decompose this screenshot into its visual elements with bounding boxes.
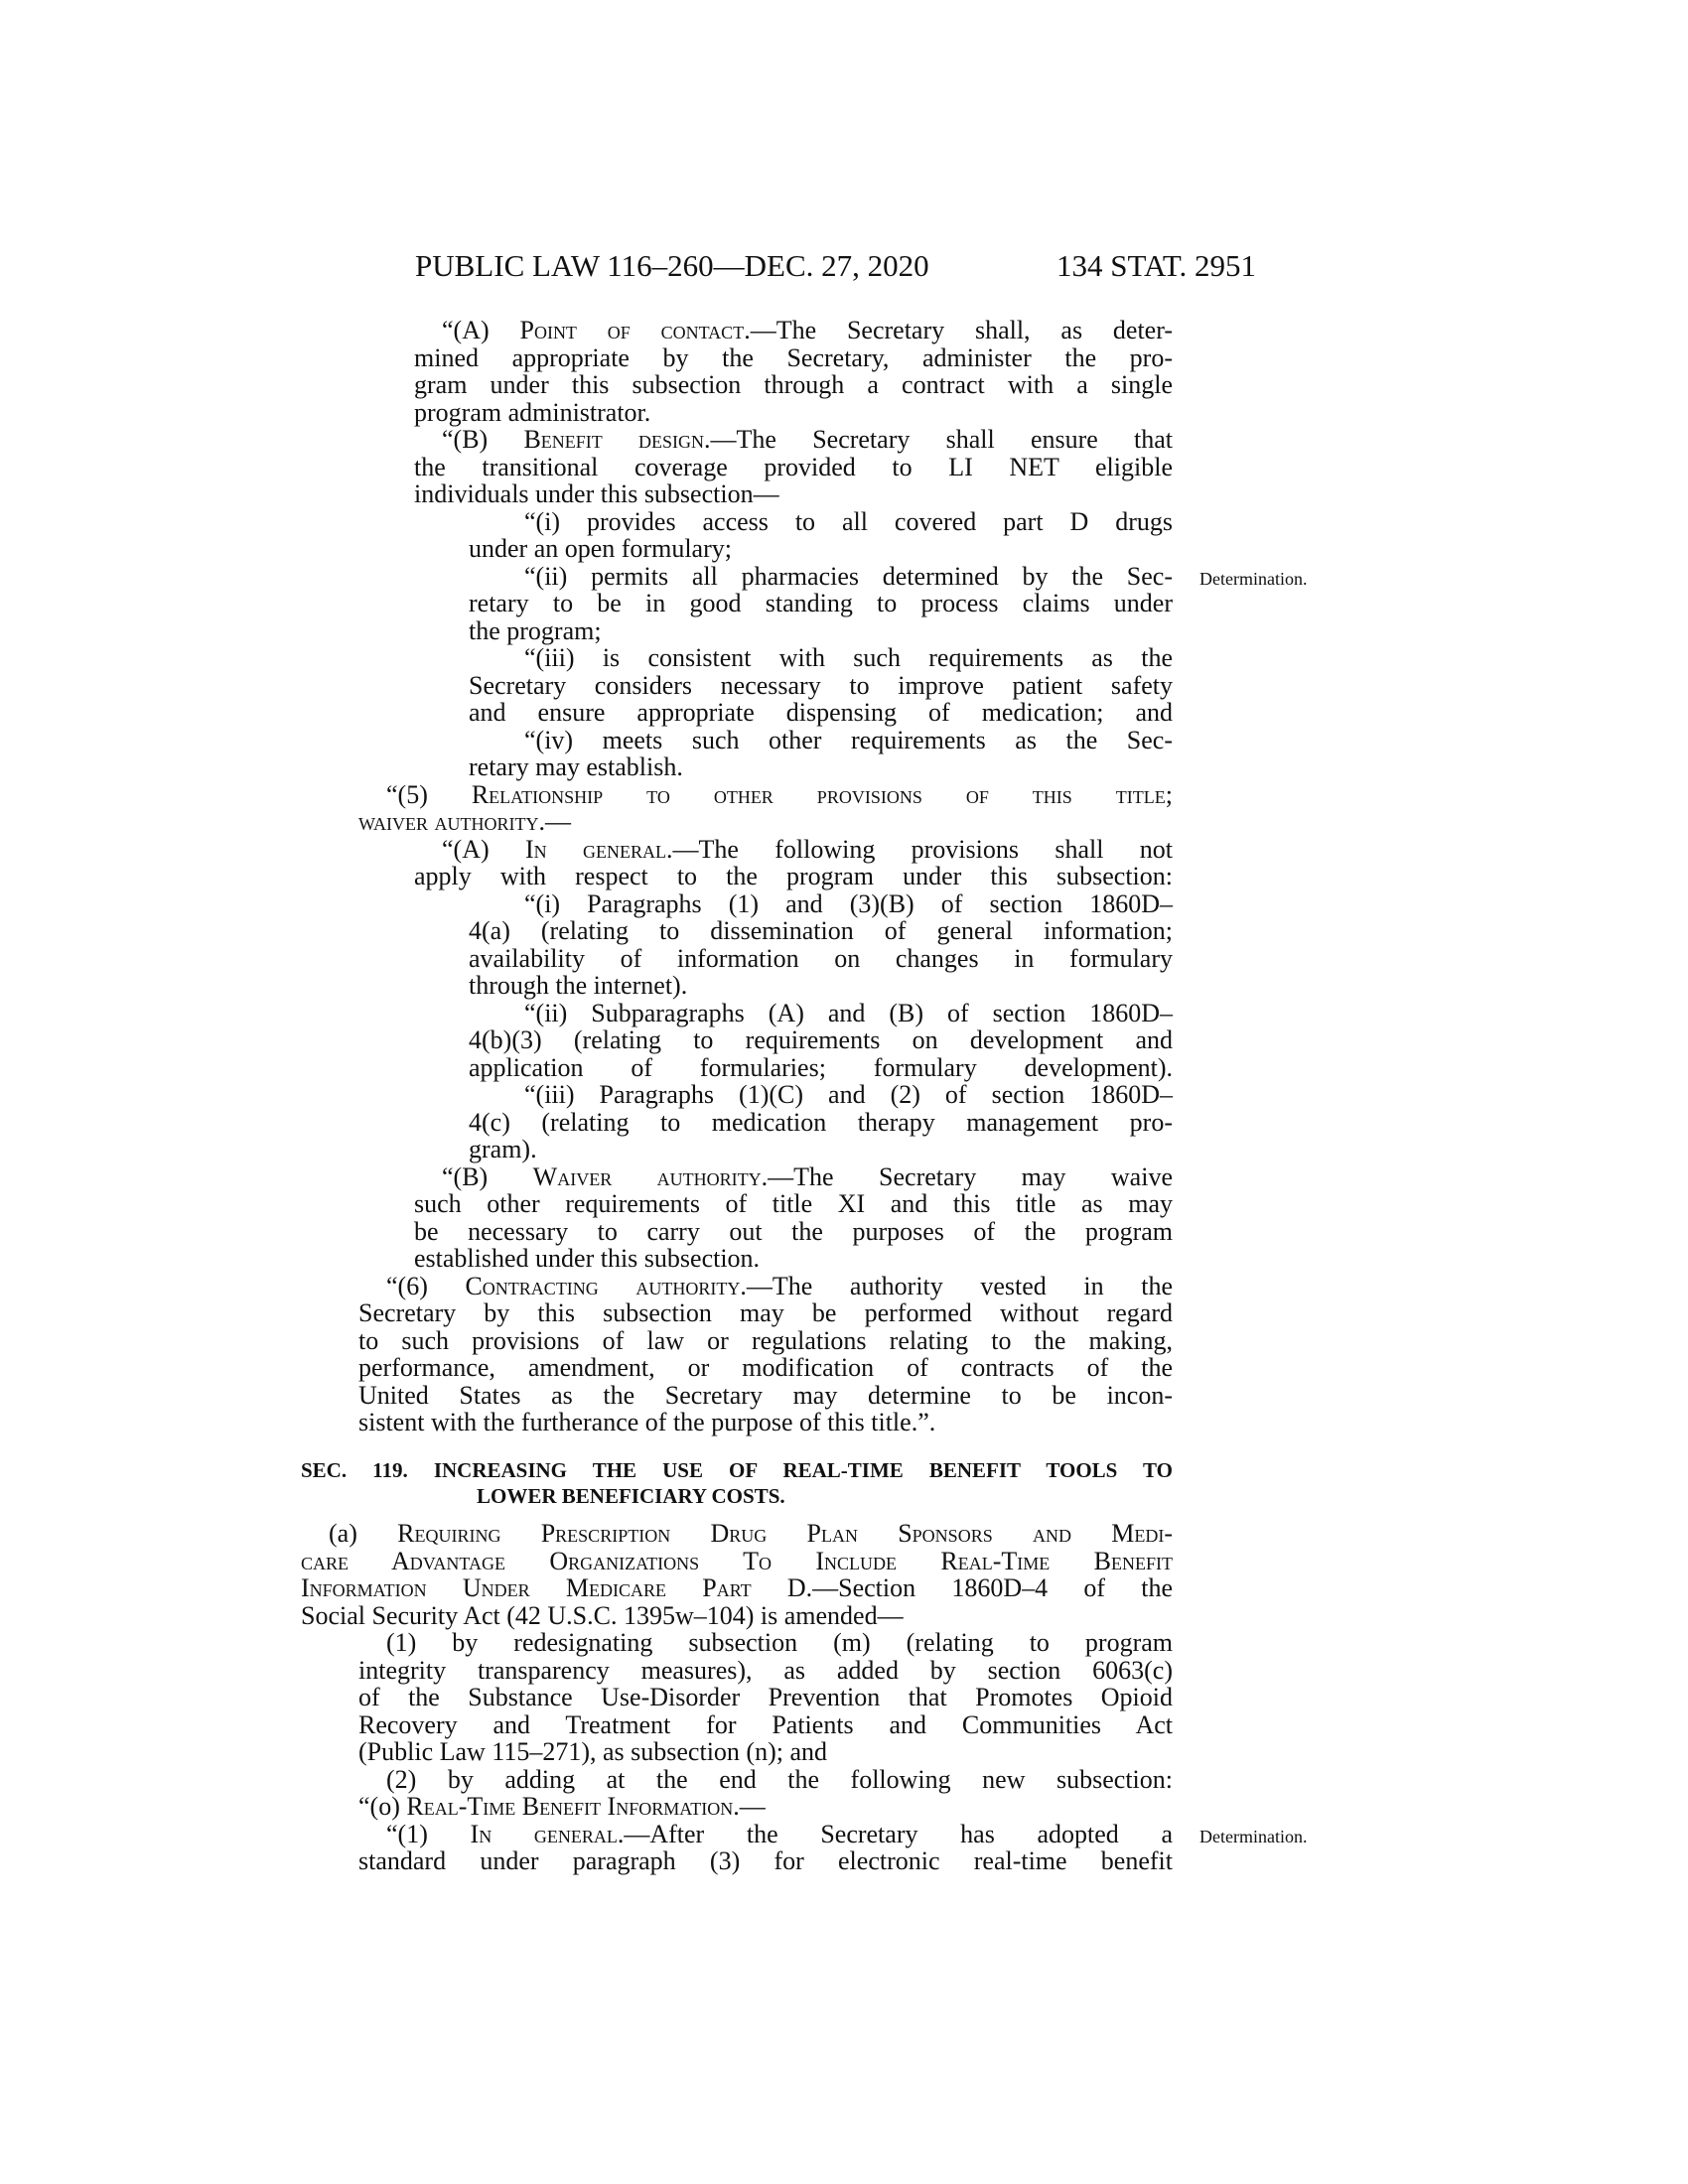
section-heading [301, 1457, 1173, 1509]
text-line [358, 1738, 1173, 1766]
line-text: be necessary to carry out the purposes of the program [414, 1216, 1173, 1246]
small-caps-heading: Waiver authority [532, 1161, 762, 1191]
line-text: apply with respect to the program under this subsection: [414, 862, 1173, 890]
small-caps-heading: Benefit design [523, 425, 705, 454]
small-caps-heading: Contracting authority [465, 1271, 741, 1300]
text-line [524, 1081, 1173, 1109]
text-line [524, 563, 1173, 591]
line-text: integrity transparency measures), as added by section 6063(c) [358, 1655, 1173, 1685]
line-text: 4(b)(3) (relating to requirements on development and [469, 1025, 1173, 1054]
line-text: 4(c) (relating to medication therapy management pro- [469, 1107, 1173, 1137]
line-text: application of formularies; formulary development). [469, 1052, 1173, 1082]
text-line [358, 1327, 1173, 1355]
running-header-title: PUBLIC LAW 116–260—DEC. 27, 2020 [415, 248, 929, 283]
small-caps-heading: Information Under Medicare Part D [301, 1573, 806, 1602]
text-line [524, 727, 1173, 754]
text-line [469, 672, 1173, 700]
text-line [414, 863, 1173, 890]
line-text: “(A) [442, 316, 520, 344]
text-line [301, 1574, 1173, 1602]
text-line [469, 590, 1173, 617]
line-text: retary to be in good standing to process claims under [469, 589, 1173, 617]
text-line [414, 399, 1173, 427]
text-line [442, 317, 1173, 344]
text-line [358, 1847, 1173, 1875]
line-text: performance, amendment, or modification of contracts of the [358, 1353, 1173, 1382]
line-text: .—The Secretary may waive [761, 1161, 1173, 1191]
line-text: Secretary considers necessary to improve patient safety [469, 670, 1173, 700]
text-line [414, 344, 1173, 372]
line-text: “(i) Paragraphs (1) and (3)(B) of section 1860D– [524, 888, 1173, 918]
line-text: “(o) [358, 1792, 407, 1821]
line-text: (1) by redesignating subsection (m) (relating to program [386, 1628, 1173, 1657]
text-line [414, 371, 1173, 399]
text-line [469, 1109, 1173, 1137]
line-text: and ensure appropriate dispensing of medication; and [469, 698, 1173, 727]
text-line [329, 1520, 1173, 1548]
text-line [469, 1026, 1173, 1054]
line-text: Secretary by this subsection may be performed without regard [358, 1298, 1173, 1327]
text-line [469, 1054, 1173, 1082]
line-text: “(ii) permits all pharmacies determined by the Sec- [524, 561, 1173, 591]
line-text: “(iii) Paragraphs (1)(C) and (2) of section 1860D– [524, 1080, 1173, 1109]
line-text: “(ii) Subparagraphs (A) and (B) of section 1860D– [524, 998, 1173, 1027]
text-line [386, 1766, 1173, 1794]
text-line [358, 808, 1173, 836]
line-text: “(iii) is consistent with such requirements as the [524, 643, 1173, 672]
small-caps-heading: Real-Time Benefit Information [406, 1792, 734, 1821]
text-line [524, 1000, 1173, 1027]
text-line [414, 480, 1173, 508]
line-text: .—The Secretary shall, as deter- [744, 316, 1173, 344]
line-text: through the internet). [469, 971, 688, 1000]
text-line [469, 972, 1173, 1000]
text-line [358, 1409, 1173, 1436]
text-line [469, 945, 1173, 973]
line-text: .—After the Secretary has adopted a [617, 1819, 1173, 1848]
small-caps-heading: Relationship to other provisions of this title; [471, 779, 1173, 809]
line-text: program administrator. [414, 397, 651, 427]
line-text: .—The Secretary shall ensure that [704, 425, 1174, 454]
line-text: .—The following provisions shall not [665, 834, 1173, 864]
margin-note: Determination. [1199, 1826, 1308, 1846]
line-text: “(5) [386, 779, 472, 809]
text-line [469, 535, 1173, 563]
text-line [414, 1218, 1173, 1246]
line-text: .—Section 1860D–4 of the [805, 1573, 1173, 1602]
text-line [301, 1602, 1173, 1630]
line-text: .— [538, 807, 571, 836]
small-caps-heading: In general [470, 1819, 618, 1848]
line-text: (Public Law 115–271), as subsection (n); and [358, 1737, 827, 1766]
line-text: “(B) [442, 425, 524, 454]
small-caps-heading: In general [524, 834, 666, 864]
line-text: “(iv) meets such other requirements as the Sec- [524, 725, 1173, 754]
line-text: established under this subsection. [414, 1244, 761, 1273]
text-line [386, 1629, 1173, 1657]
line-text: Social Security Act (42 U.S.C. 1395w–104) is amended— [301, 1600, 904, 1630]
line-text: .— [733, 1792, 766, 1821]
line-text: sistent with the furtherance of the purpose of this title.”. [358, 1408, 936, 1436]
text-line [301, 1548, 1173, 1575]
text-line [469, 699, 1173, 727]
line-text: Recovery and Treatment for Patients and Communities Act [358, 1709, 1173, 1739]
line-text: the transitional coverage provided to LI NET eligible [414, 452, 1173, 481]
line-text: “(i) provides access to all covered part D drugs [524, 506, 1173, 536]
line-text: retary may establish. [469, 752, 683, 781]
text-line [414, 1245, 1173, 1273]
text-line [414, 1190, 1173, 1218]
text-line [358, 1657, 1173, 1685]
text-line [358, 1354, 1173, 1382]
text-line [469, 753, 1173, 781]
text-line [386, 1273, 1173, 1300]
text-line [469, 917, 1173, 945]
line-text: 4(a) (relating to dissemination of general information; [469, 916, 1173, 945]
text-line [358, 1299, 1173, 1327]
section-heading-line2: LOWER BENEFICIARY COSTS. [477, 1484, 785, 1508]
small-caps-heading: care Advantage Organizations To Include Real-Time Benefit [301, 1546, 1173, 1575]
line-text: under an open formulary; [469, 534, 732, 563]
section-heading-line1: SEC. 119. INCREASING THE USE OF REAL-TIME BENEFIT TOOLS TO [301, 1458, 1173, 1482]
text-line [442, 1163, 1173, 1191]
text-line [358, 1711, 1173, 1739]
line-text: (2) by adding at the end the following new subsection: [386, 1764, 1173, 1794]
text-line [524, 508, 1173, 536]
small-caps-heading: Point of contact [519, 316, 745, 344]
line-text: “(6) [386, 1271, 466, 1300]
line-text: “(1) [386, 1819, 471, 1848]
line-text: standard under paragraph (3) for electronic real-time benefit [358, 1846, 1173, 1875]
page-number: 134 STAT. 2951 [1056, 248, 1257, 283]
text-line [469, 1136, 1173, 1163]
margin-note: Determination. [1199, 568, 1308, 589]
text-line [414, 454, 1173, 481]
line-text: such other requirements of title XI and this title as may [414, 1189, 1173, 1218]
line-text: gram). [469, 1135, 537, 1163]
line-text: gram under this subsection through a contract with a single [414, 370, 1173, 399]
text-line [442, 836, 1173, 864]
line-text: “(A) [442, 834, 525, 864]
text-line [442, 426, 1173, 454]
line-text: individuals under this subsection— [414, 479, 779, 508]
text-line [358, 1684, 1173, 1711]
small-caps-heading: Requiring Prescription Drug Plan Sponsors and Medi- [397, 1519, 1173, 1548]
line-text: the program; [469, 615, 602, 645]
text-line [358, 1382, 1173, 1410]
line-text: “(B) [442, 1161, 533, 1191]
text-line [386, 1821, 1173, 1848]
line-text: mined appropriate by the Secretary, administer the pro- [414, 342, 1173, 372]
line-text: (a) [329, 1519, 398, 1548]
line-text: United States as the Secretary may determine to be incon- [358, 1380, 1173, 1410]
text-line [524, 890, 1173, 918]
line-text: of the Substance Use-Disorder Prevention that Promotes Opioid [358, 1683, 1173, 1711]
line-text: availability of information on changes in formulary [469, 943, 1173, 973]
line-text: .—The authority vested in the [740, 1271, 1173, 1300]
small-caps-heading: waiver authority [358, 807, 539, 836]
text-line [469, 617, 1173, 645]
line-text: to such provisions of law or regulations relating to the making, [358, 1325, 1173, 1355]
text-line [386, 781, 1173, 809]
text-line [358, 1793, 1173, 1821]
text-line [524, 644, 1173, 672]
